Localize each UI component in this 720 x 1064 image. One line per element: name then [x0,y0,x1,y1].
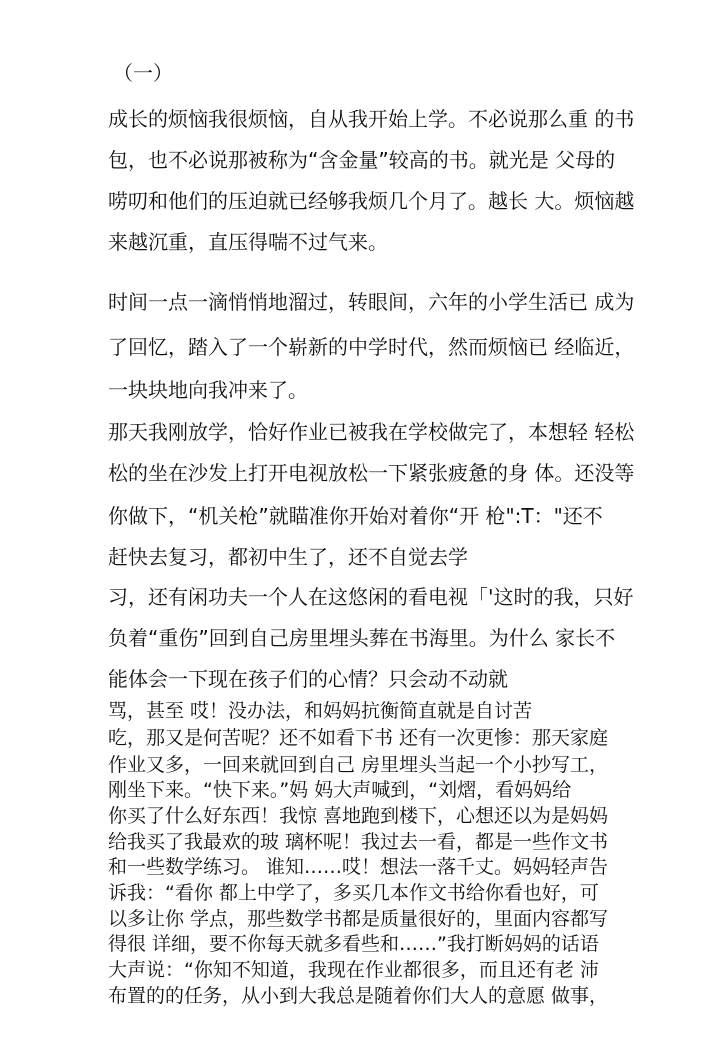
text-line: 刚坐下来。“快下来。”妈 妈大声喊到，“刘熠，看妈妈给 [108,779,572,801]
text-line: 大声说：“你知不知道，我现在作业都很多，而且还有老 沛 [108,959,599,981]
text-line: 作业又多，一回来就回到自己 房里埋头当起一个小抄写工， [108,754,609,776]
text-line: 吃，那又是何苦呢？还不如看下书 还有一次更惨：那天家庭 [108,727,609,749]
text-line: 你买了什么好东西！我惊 喜地跑到楼下，心想还以为是妈妈 [108,805,609,827]
text-line: 包，也不必说那被称为“含金量”较高的书。就光是 父母的 [108,148,616,172]
text-line: 能体会一下现在孩子们的心情？只会动不动就 [108,667,508,691]
text-line: 负着“重伤”回到自己房里埋头葬在书海里。为什么 家长不 [108,626,616,650]
text-line: 习，还有闲功夫一个人在这悠闲的看电视「'这时的我，只好 [108,585,634,609]
text-line: 了回忆，踏入了一个崭新的中学时代，然而烦恼已 经临近， [108,335,635,359]
text-line: 和一些数学练习。 谁知……哎！想法一落千丈。妈妈轻声告 [108,856,609,878]
text-line: 那天我刚放学，恰好作业已被我在学校做完了，本想轻 轻松 [108,420,635,444]
text-line: 诉我：“看你 都上中学了，多买几本作文书给你看也好，可 [108,882,599,904]
text-line: 一块块地向我冲来了。 [108,378,308,402]
text-line: 时间一点一滴悄悄地溜过，转眼间，六年的小学生活已 成为 [108,290,635,314]
text-line: 成长的烦恼我很烦恼，自从我开始上学。不必说那么重 的书 [108,107,635,131]
text-line: 松的坐在沙发上打开电视放松一下紧张疲惫的身 体。还没等 [108,461,635,485]
text-line: 来越沉重，直压得喘不过气来。 [108,230,388,254]
text-line: 唠叨和他们的压迫就已经够我烦几个月了。越长 大。烦恼越 [108,189,635,213]
text-line: 骂，甚至 哎！没办法，和妈妈抗衡简直就是自讨苦 [108,700,533,722]
section-heading: （一） [113,61,173,85]
text-line: 布置的的任务，从小到大我总是随着你们大人的意愿 做事， [108,985,609,1007]
text-line: 给我买了我最欢的玻 璃杯呢！我过去一看，都是一些作文书 [108,831,609,853]
text-line: 得很 详细，要不你每天就多看些和……”我打断妈妈的话语 [108,933,599,955]
text-line: 以多让你 学点，那些数学书都是质量很好的，里面内容都写 [108,908,609,930]
text-line: 赶快去复习，都初中生了，还不自觉去学 [108,545,468,569]
text-line: 你做下，“机关枪”就瞄准你开始对着你“开 枪":T："还不 [108,504,603,528]
